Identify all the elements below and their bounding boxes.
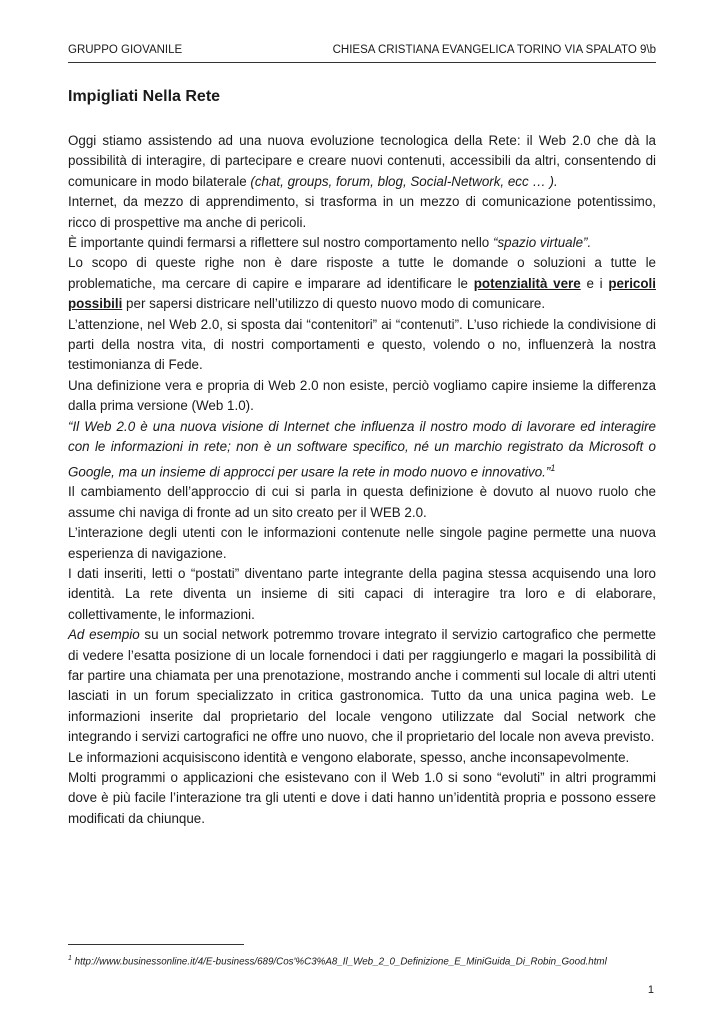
paragraph [68, 253, 656, 314]
paragraph: L’attenzione, nel Web 2.0, si sposta dai “contenitori” ai “contenuti”. L’uso richiede la condivisione di parti della nostra vita, di nostri comportamenti e questo, volendo o no, influenzerà la nostra testimonianza di Fede. [68, 316, 656, 373]
footnote-divider [68, 944, 244, 945]
header-right: CHIESA CRISTIANA EVANGELICA TORINO VIA SPALATO 9\b [332, 44, 656, 56]
footnote-link: http://www.businessonline.it/4/E-business/689/Cos'%C3%A8_Il_Web_2_0_Definizione_E_MiniGuida_Di_Robin_Good.html [74, 956, 607, 968]
paragraph-text: Oggi stiamo assistendo ad una nuova evoluzione tecnologica della Rete: il Web 2.0 che dà la possibilità di interagire, di partecipare e creare nuovi contenuti, accessibili da altri, consentendo di comunicare in modo bilaterale [68, 133, 656, 189]
page-header [68, 44, 656, 63]
paragraph: Molti programmi o applicazioni che esistevano con il Web 1.0 si sono “evoluti” in altri programmi dove è più facile l’interazione tra gli utenti e dove i dati hanno un’identità propria e possono essere modificati da chiunque. [68, 770, 656, 826]
paragraph-italic: Ad esempio [68, 627, 140, 643]
paragraph: I dati inseriti, letti o “postati” diventano parte integrante della pagina stessa acquisendo una loro identità. La rete diventa un insieme di siti capaci di interagire tra loro e di elaborare, collettivamente, le informazioni. [68, 566, 656, 622]
paragraph: Una definizione vera e propria di Web 2.0 non esiste, perciò vogliamo capire insieme la differenza dalla prima versione (Web 1.0). [68, 377, 656, 414]
paragraph: Il cambiamento dell’approccio di cui si parla in questa definizione è dovuto al nuovo ruolo che assume chi naviga di fronte ad un sito creato per il WEB 2.0. [68, 484, 656, 520]
paragraph: L’interazione degli utenti con le informazioni contenute nelle singole pagine permette una nuova esperienza di navigazione. [68, 525, 656, 561]
paragraph-text: È importante quindi fermarsi a riflettere sul nostro comportamento nello [68, 235, 493, 251]
document-title: Impigliati Nella Rete [68, 88, 221, 105]
paragraph: Internet, da mezzo di apprendimento, si trasforma in un mezzo di comunicazione potentissimo, ricco di prospettive ma anche di pericoli. [68, 194, 656, 230]
emphasis-pericoli: pericoli possibili [68, 275, 656, 312]
paragraph [68, 131, 656, 192]
paragraph: Le informazioni acquisiscono identità e vengono elaborate, spesso, anche inconsapevolmente. [68, 749, 630, 765]
emphasis-potenzialita: potenzialità vere [473, 275, 581, 291]
footnote [68, 955, 607, 967]
paragraph-italic: “spazio virtuale”. [492, 235, 592, 251]
paragraph [68, 233, 656, 253]
footnote-ref: 1 [550, 462, 556, 473]
header-left: GRUPPO GIOVANILE [68, 44, 183, 56]
quote-text: “Il Web 2.0 è una nuova visione di Internet che influenza il nostro modo di lavorare ed interagire con le informazioni in rete; non è un software specifico, né un marchio registrato da Microsoft o Google, ma un insieme di approcci per usare la rete in modo nuovo e innovativo.” [68, 418, 656, 479]
paragraph-text: su un social network potremmo trovare integrato il servizio cartografico che permette di vedere l’esatta posizione di un locale fornendoci i dati per raggiungerlo e magari la possibilità di far partire una chiamata per una prenotazione, mostrando anche i commenti sul locale di altri utenti lasciati in un forum specializzato in critica gastronomica. Tutto da una unica pagina web. Le informazioni inserite dal proprietario del locale vengono utilizzate dal Social network che integrando i servizi cartografici ne offre uno nuovo, che il proprietario del locale non aveva previsto. [68, 627, 656, 745]
paragraph-text: e i [580, 275, 609, 291]
paragraph [68, 625, 656, 747]
paragraph-italic: (chat, groups, forum, blog, Social-Network, ecc … ). [250, 173, 558, 189]
quote-paragraph [68, 417, 656, 483]
page-number: 1 [647, 984, 654, 996]
document-body [68, 131, 656, 829]
footnote-marker: 1 [68, 955, 72, 962]
paragraph-text: Lo scopo di queste righe non è dare risposte a tutte le domande o soluzioni a tutte le problematiche, ma cercare di capire e imparare ad identificare le [68, 255, 656, 291]
paragraph-text: per sapersi districare nell’utilizzo di questo nuovo modo di comunicare. [122, 296, 546, 312]
